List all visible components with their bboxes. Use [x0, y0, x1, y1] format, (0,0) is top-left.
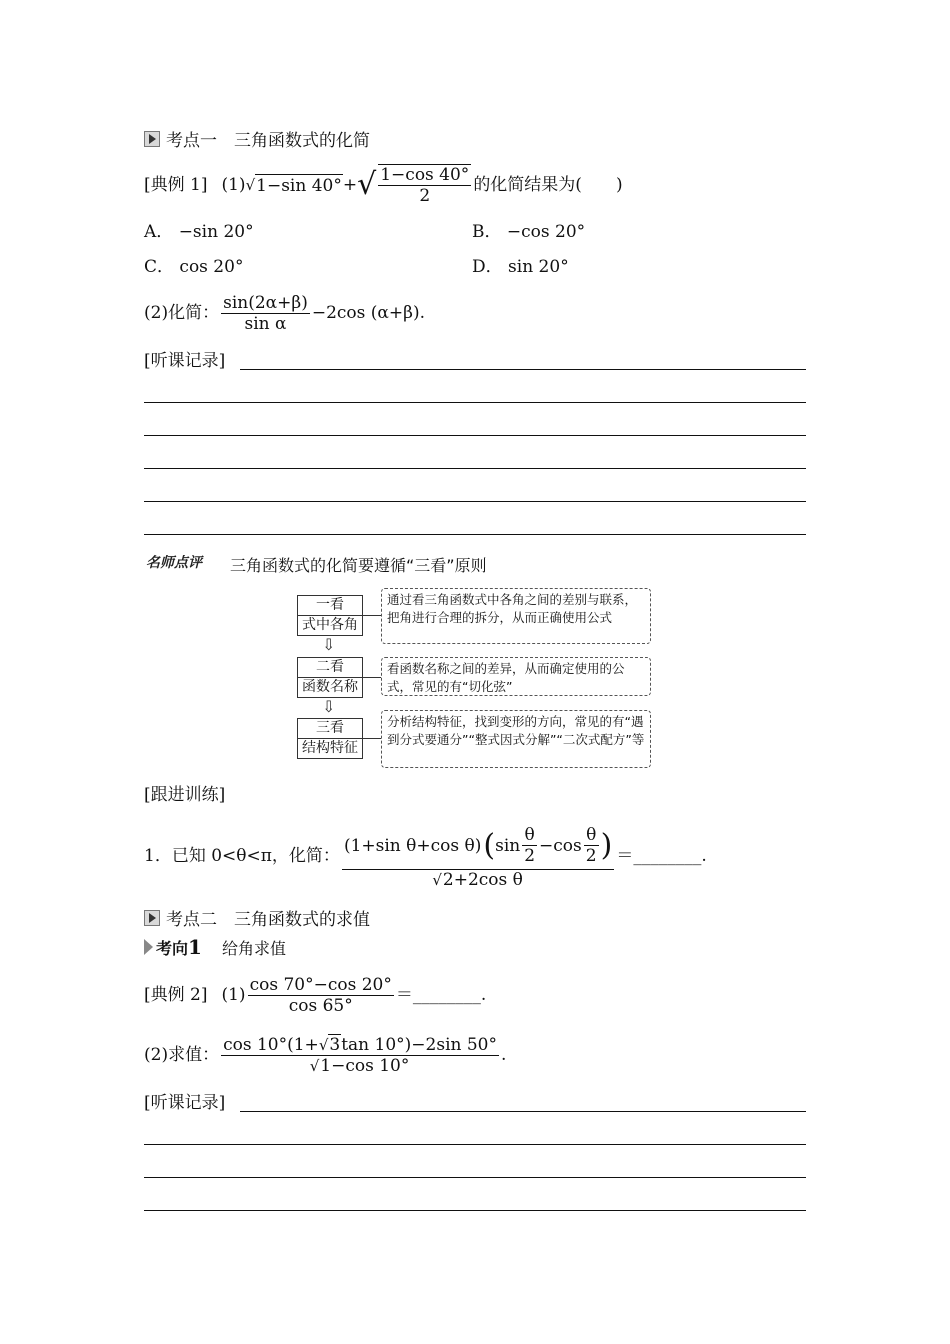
arrow-down-icon: ⇩ — [322, 697, 336, 716]
answer-line — [240, 1111, 806, 1112]
fraction: $\frac{\cos 10^\circ(1+√3\tan 10^\circ)-2\sin 50^\circ}{√1-\cos 10^\circ}$ — [223, 1034, 497, 1076]
connector — [363, 677, 381, 678]
step-note-2: 看函数名称之间的差异，从而确定使用的公式，常见的有“切化弦” — [381, 657, 651, 696]
comment-badge: 名师点评 — [146, 555, 202, 571]
radical-sign: √ — [357, 167, 377, 202]
example2-part2: (2)求值： $\frac{\cos 10^\circ(1+√3\tan 10^\circ)-2\sin 50^\circ}{√1-\cos 10^\circ}$ . — [144, 1034, 507, 1076]
direction-heading: 考向 1 给角求值 — [144, 935, 286, 959]
answer-line — [144, 402, 806, 403]
example1-part1: [典例 1] (1) √ 1−sin 40° + √ $\frac{1-\cos 40^\circ}{2}$ 的化简结果为( ) — [144, 165, 623, 206]
answer-line — [144, 1210, 806, 1211]
training-label: [跟进训练] — [144, 785, 226, 805]
answer-line — [144, 501, 806, 502]
answer-line — [144, 1144, 806, 1145]
example1-part2: (2)化简： $\frac{\sin(2\alpha+\beta)}{\text{sin α}}$ −2cos (α+β). — [144, 292, 426, 334]
step-node-2: 二看 函数名称 — [297, 657, 363, 698]
option-d: D． sin 20° — [472, 257, 569, 277]
fraction: $\frac{\cos 70^\circ-\cos 20^\circ}{\cos 65^\circ}$ — [249, 974, 392, 1016]
option-b: B． −cos 20° — [472, 222, 586, 242]
connector — [363, 738, 381, 739]
play-icon — [144, 910, 160, 926]
radical-sign: √ — [432, 870, 442, 889]
connector — [363, 615, 381, 616]
radical-sign: √ — [309, 1056, 320, 1075]
play-icon — [144, 131, 160, 147]
step-note-1: 通过看三角函数式中各角之间的差别与联系，把角进行合理的拆分，从而正确使用公式 — [381, 588, 651, 644]
training-question-1: 1．已知 0<θ<π，化简： (1+sin θ+cos θ) ( sin $\frac{\theta}{2}$ −cos $\frac{\theta}{2}$ ) √2+2cos θ ＝________. — [144, 818, 707, 894]
answer-line — [144, 534, 806, 535]
example2-part1: [典例 2] (1) $\frac{\cos 70^\circ-\cos 20^\circ}{\cos 65^\circ}$ ＝________. — [144, 974, 487, 1016]
triangle-arrow-icon — [144, 939, 153, 955]
answer-line — [144, 435, 806, 436]
section-heading-2: 考点二 三角函数式的求值 — [144, 905, 370, 930]
arrow-down-icon: ⇩ — [322, 635, 336, 654]
step-note-3: 分析结构特征，找到变形的方向，常见的有“遇到分式要通分”“整式因式分解”“二次式配方”等 — [381, 710, 651, 768]
radical-sign: √ — [318, 1035, 329, 1054]
notes-label-1: [听课记录] — [144, 351, 226, 371]
answer-line — [240, 369, 806, 370]
step-node-1: 一看 式中各角 — [297, 595, 363, 636]
fraction: $\frac{1-\cos 40^\circ}{2}$ — [380, 165, 470, 206]
fraction: $\frac{\sin(2\alpha+\beta)}{\text{sin α}}$ — [223, 292, 308, 334]
answer-line — [144, 1177, 806, 1178]
fraction: (1+sin θ+cos θ) ( sin $\frac{\theta}{2}$ −cos $\frac{\theta}{2}$ ) √2+2cos θ — [342, 823, 614, 890]
step-node-3: 三看 结构特征 — [297, 718, 363, 759]
section-heading-1: 考点一 三角函数式的化简 — [144, 126, 370, 151]
radical-sign: √ — [245, 176, 256, 194]
notes-label-2: [听课记录] — [144, 1093, 226, 1113]
option-c: C． cos 20° — [144, 257, 244, 277]
answer-line — [144, 468, 806, 469]
option-a: A． −sin 20° — [144, 222, 254, 242]
comment-title: 三角函数式的化简要遵循“三看”原则 — [230, 556, 487, 575]
